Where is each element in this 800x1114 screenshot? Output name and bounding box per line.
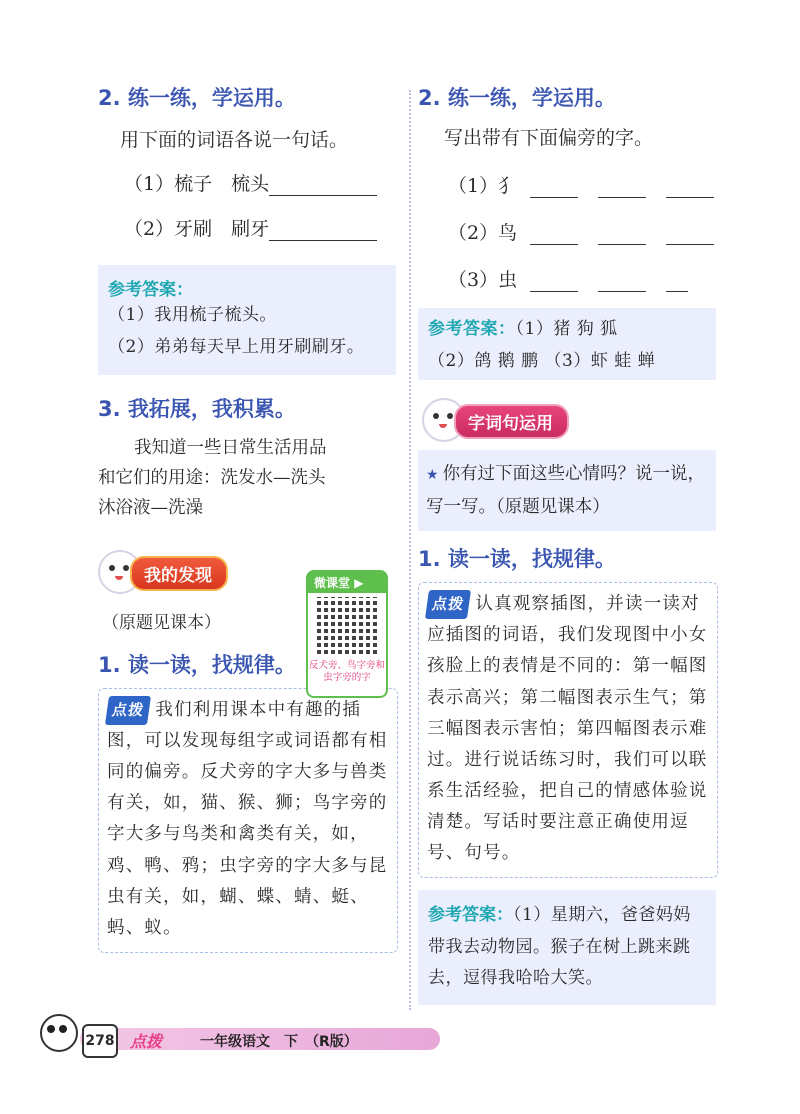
answer-label: 参考答案： [108, 280, 193, 301]
micro-lesson-qr-card[interactable] [306, 570, 388, 698]
answer-blank[interactable] [666, 271, 688, 292]
answer-blank[interactable] [666, 177, 714, 198]
exercise-line-2 [124, 214, 400, 241]
footer-brand: 点拨 [130, 1032, 163, 1051]
answer-blank[interactable] [530, 271, 578, 292]
radical-line-3 [448, 265, 718, 292]
left-section2-prompt: 用下面的词语各说一句话。 [120, 129, 349, 151]
reference-answer-box-1 [98, 265, 396, 375]
column-divider [409, 90, 411, 1010]
answer-line [428, 314, 706, 345]
exercise-label: （2）牙刷 刷牙 [124, 218, 270, 241]
tip-badge: 点拨 [425, 590, 471, 619]
reference-answer-box-3 [418, 890, 716, 1004]
answer-blank[interactable] [598, 224, 646, 245]
answer-blank[interactable] [530, 224, 578, 245]
left-section2-title [98, 88, 400, 109]
answer-blank[interactable] [598, 271, 646, 292]
answer-blank[interactable] [598, 177, 646, 198]
question-text: 你有过下面这些心情吗？说一说，写一写。（原题见课本） [426, 464, 706, 517]
radical-line-2 [448, 218, 718, 245]
answer-line: （2）弟弟每天早上用牙刷刷牙。 [108, 336, 365, 357]
left-section1-title: 1. 读一读，找规律。 [98, 652, 296, 677]
tip-text: 我们利用课本中有趣的插图，可以发现每组字或词语都有相同的偏旁。反犬旁的字大多与兽类有关，如，猫、猴、狮；鸟字旁的字大多与鸟类和禽类有关，如，鸡、鸭、鸦；虫字旁的字大多与昆虫有关，如，蝴、蝶、蜻、蜓、蚂、蚁。 [107, 699, 388, 938]
usage-header [418, 398, 718, 442]
panda-icon [40, 1014, 78, 1052]
answer-blank[interactable] [666, 224, 714, 245]
right-column [418, 88, 718, 1005]
section-title-text: 练一练，学运用。 [127, 86, 296, 110]
page-footer [40, 1020, 430, 1060]
answer-line: （2）鸽 鹅 鹏 （3）虾 蛙 蝉 [428, 350, 656, 371]
answer-blank[interactable] [269, 175, 377, 196]
answer-blank[interactable] [530, 177, 578, 198]
play-icon: ▶ [354, 576, 364, 590]
radical-label: （2）鸟 [448, 222, 518, 245]
qr-caption: 反犬旁、鸟字旁和虫字旁的字 [308, 660, 385, 683]
section-number: 2. [98, 86, 121, 110]
tip-text: 认真观察插图，并读一读对应插图的词语，我们发现图中小女孩脸上的表情是不同的：第一幅图表示高兴；第二幅图表示生气；第三幅图表示害怕；第四幅图表示难过。进行说话练习时，我们可以联系生活经验，把自己的情感体验说清楚。写话时要注意正确使用逗号、句号。 [427, 594, 708, 864]
left-section3-title: 3. 我拓展，我积累。 [98, 397, 296, 422]
qr-header [308, 572, 386, 593]
exercise-line-1 [124, 169, 400, 196]
footer-book-title: 一年级语文 下 （R版） [200, 1034, 358, 1050]
right-section2-title: 2. 练一练，学运用。 [418, 86, 616, 110]
question-box [418, 450, 716, 531]
answer-line: （1）我用梳子梳头。 [108, 305, 277, 326]
answer-text: （1）猪 狗 狐 [515, 319, 618, 340]
page-number: 278 [82, 1024, 118, 1058]
exercise-label: （1）梳子 梳头 [124, 173, 270, 196]
answer-blank[interactable] [269, 220, 377, 241]
sec3-body-line: 和它们的用途：洗发水—洗头 [98, 468, 326, 489]
tip-badge: 点拨 [105, 696, 151, 725]
reference-answer-box-2 [418, 308, 716, 380]
discovery-note: （原题见课本） [102, 612, 221, 633]
radical-line-1 [448, 171, 718, 198]
discovery-ribbon: 我的发现 [130, 556, 228, 591]
tip-box-right [418, 582, 718, 878]
qr-header-text: 微课堂 [314, 576, 351, 590]
answer-label: 参考答案： [428, 905, 513, 926]
tip-box-left [98, 688, 398, 953]
sec3-body-line: 沐浴液—洗澡 [98, 497, 203, 518]
star-icon: ★ [426, 467, 439, 484]
radical-label: （3）虫 [448, 269, 518, 292]
right-section2-prompt: 写出带有下面偏旁的字。 [444, 127, 654, 149]
left-column [98, 88, 400, 953]
sec3-body-line: 我知道一些日常生活用品 [134, 438, 327, 459]
answer-text: （1）星期六，爸爸妈妈带我去动物园。猴子在树上跳来跳去，逗得我哈哈大笑。 [428, 905, 691, 989]
radical-label: （1）犭 [448, 175, 518, 198]
right-section1-title: 1. 读一读，找规律。 [418, 547, 616, 572]
answer-label: 参考答案： [428, 319, 516, 340]
qr-code-icon[interactable] [317, 597, 377, 657]
usage-ribbon: 字词句运用 [454, 404, 569, 439]
